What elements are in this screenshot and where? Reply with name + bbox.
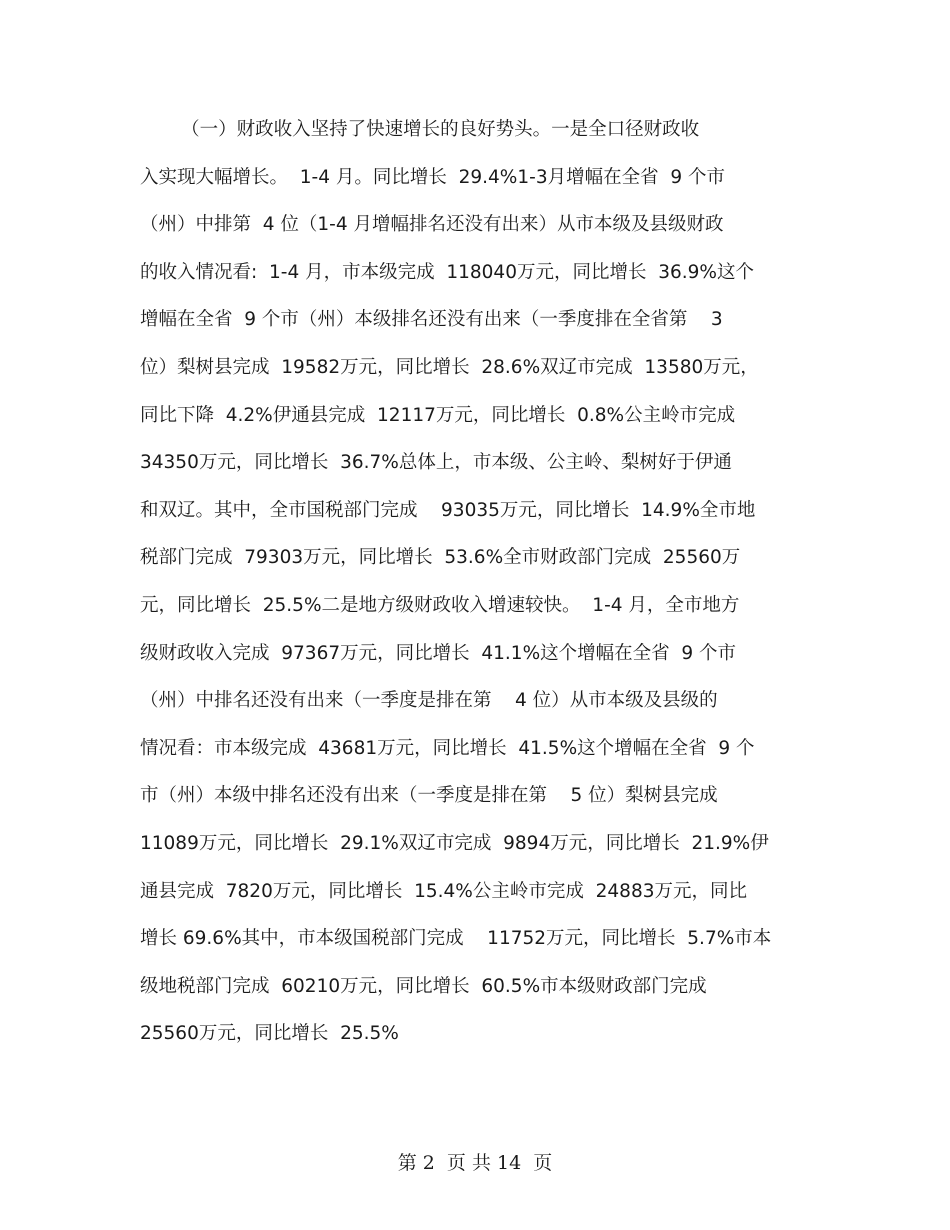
text-line-3: （州）中排第 4 位（1-4 月增幅排名还没有出来）从市本级及县级财政 [140,214,724,236]
text-line-6: 位）梨树县完成 19582万元，同比增长 28.6%双辽市完成 13580万元， [140,356,759,378]
text-line-16: 11089万元，同比增长 29.1%双辽市完成 9894万元，同比增长 21.9%伊 [140,832,769,854]
page-number-footer: 第 2 页 共 14 页 [397,1152,553,1174]
text-line-20: 25560万元，同比增长 25.5% [140,1023,399,1045]
text-line-19: 级地税部门完成 60210万元，同比增长 60.5%市本级财政部门完成 [140,975,707,997]
text-line-10: 税部门完成 79303万元，同比增长 53.6%全市财政部门完成 25560万 [140,547,741,569]
text-line-9: 和双辽。其中，全市国税部门完成 93035万元，同比增长 14.9%全市地 [140,499,756,521]
text-line-12: 级财政收入完成 97367万元，同比增长 41.1%这个增幅在全省 9 个市 [140,642,737,664]
body-paragraph [140,106,810,1058]
text-line-11: 元，同比增长 25.5%二是地方级财政收入增速较快。 1-4 月，全市地方 [140,594,740,616]
text-line-8: 34350万元，同比增长 36.7%总体上，市本级、公主岭、梨树好于伊通 [140,452,732,474]
text-line-7: 同比下降 4.2%伊通县完成 12117万元，同比增长 0.8%公主岭市完成 [140,404,736,426]
text-line-4: 的收入情况看: 1-4 月，市本级完成 118040万元，同比增长 36.9%这个 [140,261,755,283]
text-line-1: （一）财政收入坚持了快速增长的良好势头。一是全口径财政收 [140,119,700,140]
text-line-15: 市（州）本级中排名还没有出来（一季度是排在第 5 位）梨树县完成 [140,785,718,807]
text-line-5: 增幅在全省 9 个市（州）本级排名还没有出来（一季度排在全省第 3 [140,309,723,331]
text-line-17: 通县完成 7820万元，同比增长 15.4%公主岭市完成 24883万元，同比 [140,880,747,902]
text-line-14: 情况看：市本级完成 43681万元，同比增长 41.5%这个增幅在全省 9 个 [140,737,755,759]
text-line-13: （州）中排名还没有出来（一季度是排在第 4 位）从市本级及县级的 [140,690,718,712]
text-line-2: 入实现大幅增长。 1-4 月。同比增长 29.4%1-3月增幅在全省 9 个市 [140,166,726,188]
text-line-18: 增长 69.6%其中，市本级国税部门完成 11752万元，同比增长 5.7%市本 [140,928,772,950]
